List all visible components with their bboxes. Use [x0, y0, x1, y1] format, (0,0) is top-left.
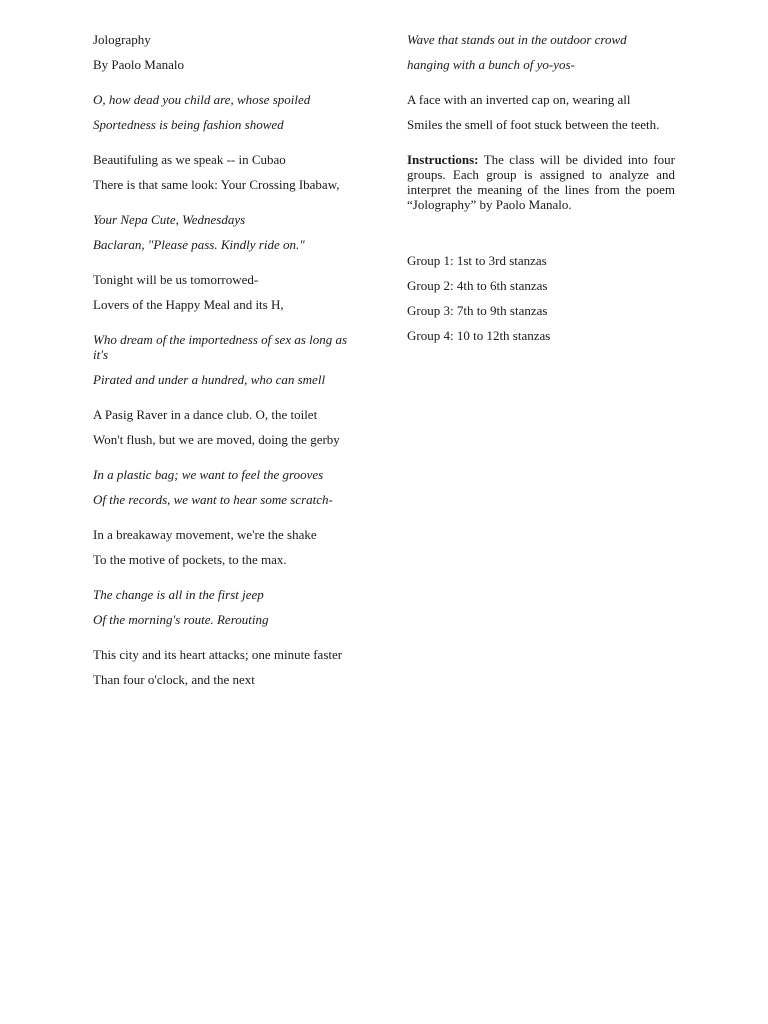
stanza: [93, 647, 365, 687]
group-item: Group 2: 4th to 6th stanzas: [407, 278, 548, 293]
stanza-gap: [93, 697, 365, 707]
stanza-gap: [93, 397, 365, 407]
stanza: [407, 32, 675, 72]
stanza: [93, 152, 365, 192]
poem-line: Of the records, we want to hear some scratch-: [93, 492, 333, 507]
spacer: [93, 82, 365, 92]
poem-line: Baclaran, "Please pass. Kindly ride on.": [93, 237, 305, 252]
stanza-gap: [93, 202, 365, 212]
right-column: [407, 32, 675, 353]
poem-line: Won't flush, but we are moved, doing the gerby: [93, 432, 340, 447]
stanza: [93, 212, 365, 252]
poem-line: Your Nepa Cute, Wednesdays: [93, 212, 246, 227]
left-column: [93, 32, 365, 707]
poem-line: hanging with a bunch of yo-yos-: [407, 57, 575, 72]
poem-line: Wave that stands out in the outdoor crowd: [407, 32, 627, 47]
stanza: [93, 467, 365, 507]
poem-line: In a plastic bag; we want to feel the grooves: [93, 467, 324, 482]
poem-line: To the motive of pockets, to the max.: [93, 552, 287, 567]
stanza: [93, 272, 365, 312]
stanza-gap: [93, 322, 365, 332]
group-item: Group 1: 1st to 3rd stanzas: [407, 253, 547, 268]
left-stanzas: [93, 92, 365, 707]
poem-line: Sportedness is being fashion showed: [93, 117, 284, 132]
poem-line: Pirated and under a hundred, who can smell: [93, 372, 326, 387]
stanza-gap: [93, 637, 365, 647]
instructions-paragraph: [407, 152, 675, 212]
poem-line: There is that same look: Your Crossing Ibabaw,: [93, 177, 340, 192]
stanza: [93, 92, 365, 132]
stanza: [93, 407, 365, 447]
poem-line: The change is all in the first jeep: [93, 587, 264, 602]
stanza: [93, 527, 365, 567]
group-item: Group 3: 7th to 9th stanzas: [407, 303, 548, 318]
poem-author: By Paolo Manalo: [93, 57, 184, 72]
poem-line: Smiles the smell of foot stuck between the teeth.: [407, 117, 660, 132]
stanza-gap: [407, 82, 675, 92]
poem-line: Tonight will be us tomorrowed-: [93, 272, 259, 287]
poem-line: Beautifuling as we speak -- in Cubao: [93, 152, 286, 167]
poem-line: A face with an inverted cap on, wearing all: [407, 92, 631, 107]
poem-line: O, how dead you child are, whose spoiled: [93, 92, 311, 107]
stanza: [93, 332, 365, 387]
instructions-text: The class will be divided into four groups. Each group is assigned to analyze and interpret the meaning of the lines from the poem “Jolography” by Paolo Manalo.: [407, 152, 675, 212]
group-list: [407, 253, 675, 343]
stanza-gap: [93, 457, 365, 467]
poem-line: A Pasig Raver in a dance club. O, the toilet: [93, 407, 318, 422]
right-stanzas: [407, 32, 675, 152]
poem-title: Jolography: [93, 32, 151, 47]
instructions-label: Instructions:: [407, 152, 479, 167]
group-item: Group 4: 10 to 12th stanzas: [407, 328, 551, 343]
poem-line: Than four o'clock, and the next: [93, 672, 255, 687]
stanza: [93, 587, 365, 627]
stanza-gap: [93, 142, 365, 152]
stanza: [407, 92, 675, 132]
poem-line: Who dream of the importedness of sex as long as it's: [93, 332, 348, 362]
stanza-gap: [93, 517, 365, 527]
poem-line: In a breakaway movement, we're the shake: [93, 527, 317, 542]
stanza-gap: [407, 142, 675, 152]
poem-line: Lovers of the Happy Meal and its H,: [93, 297, 284, 312]
stanza-gap: [93, 262, 365, 272]
poem-line: This city and its heart attacks; one minute faster: [93, 647, 343, 662]
stanza-gap: [93, 577, 365, 587]
poem-line: Of the morning's route. Rerouting: [93, 612, 269, 627]
